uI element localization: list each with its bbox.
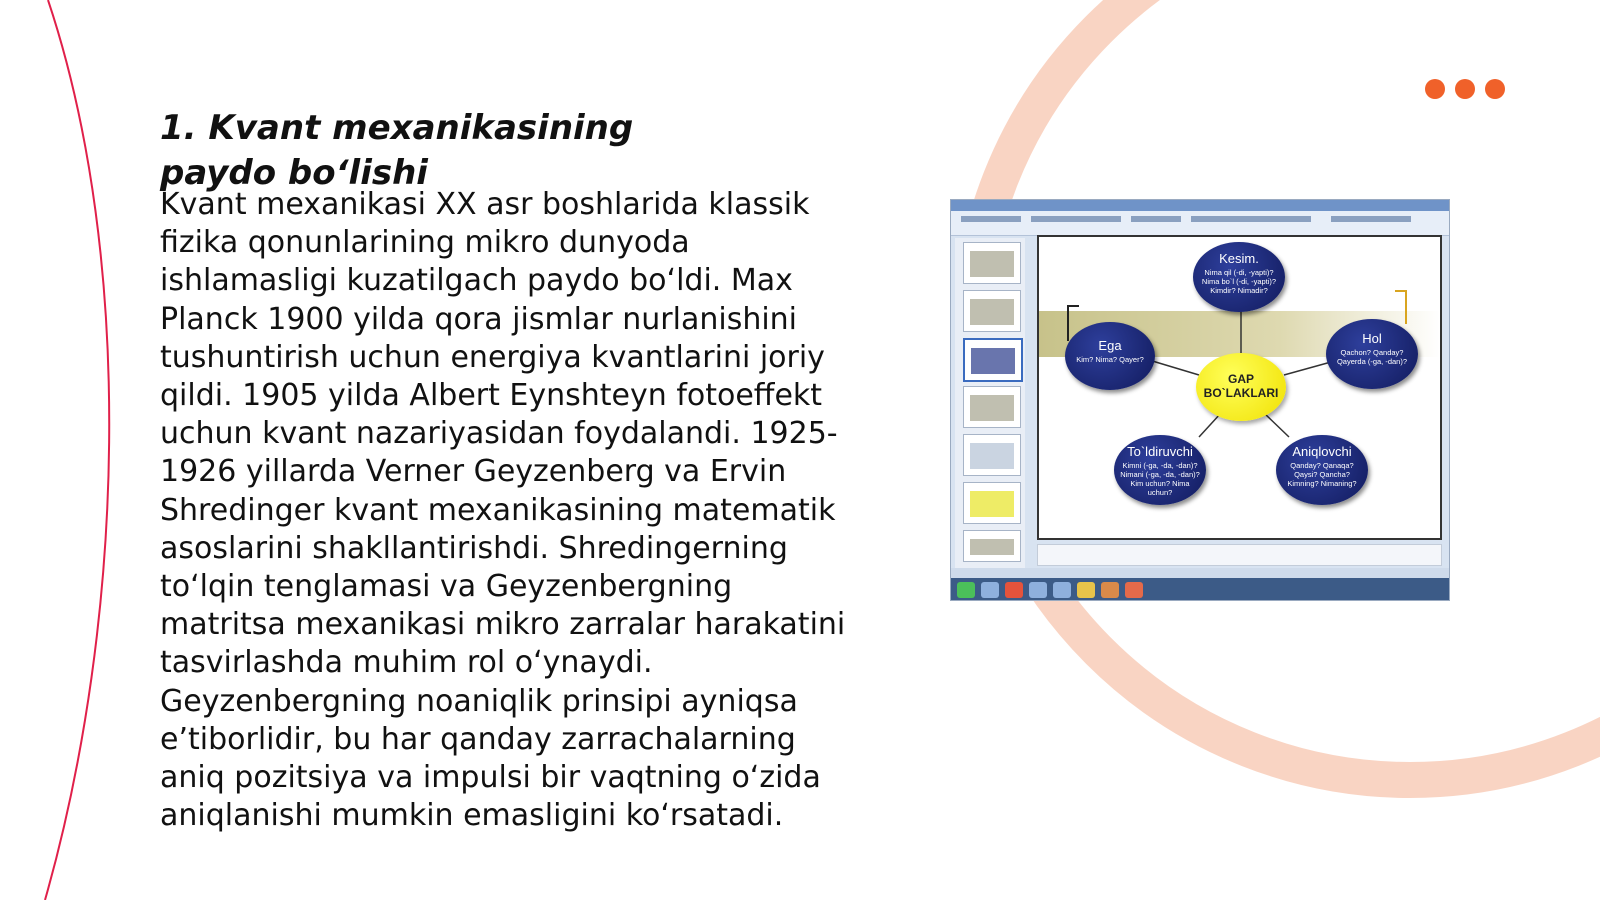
thumbnail (963, 290, 1021, 332)
node-ega (1065, 322, 1155, 390)
node-subtitle: Qachon? Qanday? Qayerda (-ga, -dan)? (1336, 348, 1408, 366)
thumbnail (963, 242, 1021, 284)
thumbnail (963, 434, 1021, 476)
dot-3 (1485, 79, 1505, 99)
thumbnail-selected (963, 338, 1023, 382)
screenshot-taskbar (951, 578, 1449, 601)
thumbnail (963, 386, 1021, 428)
node-title: Kesim. (1219, 251, 1259, 266)
screenshot-notes-pane (1037, 544, 1442, 566)
node-toldiruvchi (1114, 435, 1206, 505)
node-title: Ega (1098, 338, 1122, 353)
screenshot-toolbar (951, 211, 1449, 236)
dot-2 (1455, 79, 1475, 99)
node-hol (1326, 319, 1418, 389)
node-subtitle: Kim? Nima? Qayer? (1076, 355, 1144, 364)
node-title: Aniqlovchi (1292, 444, 1352, 459)
node-center: GAP BO`LAKLARI (1196, 353, 1286, 421)
node-subtitle: Qanday? Qanaqa? Qaysi? Qancha? Kimning? Nimaning? (1287, 461, 1357, 488)
node-subtitle: Nima qil (-di, -yapti)? Nima bo`l (-di, -yapti)? Kimdir? Nimadir? (1201, 268, 1277, 295)
screenshot-statusbar (951, 568, 1449, 578)
slide-body-text: Kvant mexanikasi XX asr boshlarida klassik fizika qonunlarining mikro dunyoda ishlamasligi kuzatilgach paydo bo‘ldi. Max Planck 1900 yilda qora jismlar nurlanishini tushuntirish uchun energiya kvantlarini joriy qildi. 1905 yilda Albert Eynshteyn fotoeffekt uchun kvant nazariyasidan foydalandi. 1925-1926 yillarda Verner Geyzenberg va Ervin Shredinger kvant mexanikasining matematik asoslarini shakllantirishdi. Shredingerning to‘lqin tenglamasi va Geyzenbergning matritsa mexanikasi mikro zarralar harakatini tasvirlashda muhim rol o‘ynaydi. Geyzenbergning noaniqlik prinsipi ayniqsa e’tiborlidir, bu har qanday zarrachalarning aniq pozitsiya va impulsi bir vaqtning o‘zida aniqlanishi mumkin emasligini ko‘rsatadi. (160, 187, 846, 834)
thumbnail (963, 530, 1021, 562)
slide-title: 1. Kvant mexanikasining paydo bo‘lishi (160, 108, 634, 193)
screenshot-slide (1037, 235, 1442, 540)
left-red-curve (45, 0, 109, 900)
screenshot-titlebar (951, 200, 1449, 211)
node-title: Hol (1362, 331, 1382, 346)
node-kesim (1193, 242, 1285, 312)
dot-1 (1425, 79, 1445, 99)
embedded-screenshot (950, 199, 1450, 601)
screenshot-thumbnail-panel (955, 238, 1025, 568)
node-title: To`ldiruvchi (1127, 444, 1193, 459)
thumbnail (963, 482, 1021, 524)
node-subtitle: Kimni (-ga, -da, -dan)? Nimani (-ga, -da, -dan)? Kim uchun? Nima uchun? (1120, 461, 1200, 497)
node-aniqlovchi (1276, 435, 1368, 505)
more-dots-icon (1425, 79, 1505, 99)
